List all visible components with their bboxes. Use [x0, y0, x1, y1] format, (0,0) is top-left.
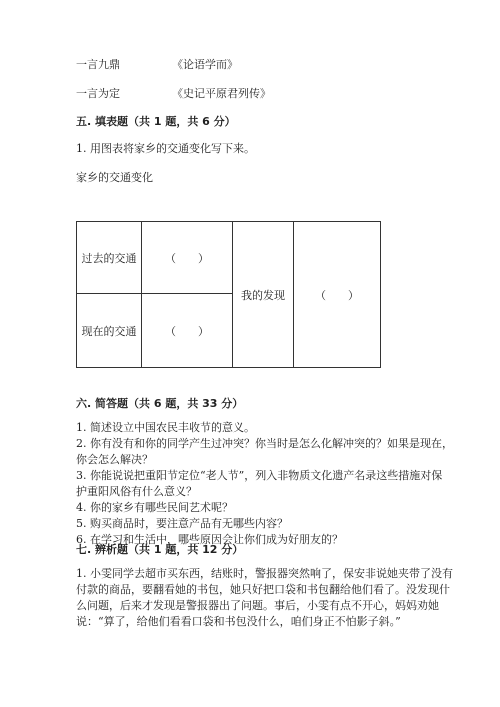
- section-6-questions: [76, 420, 453, 548]
- section-6-line: 你会怎么解决？: [76, 453, 153, 466]
- section-5-question: 1. 用图表将家乡的交通变化写下来。: [76, 142, 255, 155]
- idiom-phrase-1: 一言九鼎: [76, 58, 120, 71]
- section-7-line: 付款的商品，要翻看她的书包，她只好把口袋和书包翻给他们看了。没发现什: [76, 583, 450, 596]
- section-6-line: 2. 你有没有和你的同学产生过冲突？你当时是怎么化解冲突的？如果是现在，: [76, 437, 453, 450]
- table-title: 家乡的交通变化: [76, 171, 153, 184]
- section-7-question: [76, 566, 453, 630]
- section-7-heading: 七. 辨析题（共 1 题，共 12 分）: [76, 543, 244, 556]
- section-7-line: 么问题，后来才发现是警报器出了问题。事后，小雯有点不开心，妈妈劝她: [76, 599, 439, 612]
- section-6-line: 护重阳风俗有什么意义？: [76, 485, 197, 498]
- idiom-source-2: 《史记平原君列传》: [172, 87, 271, 100]
- finding-blank[interactable]: （ ）: [293, 221, 381, 368]
- section-6-line: 6. 在学习和生活中，哪些原因会让你们成为好朋友的？: [76, 533, 343, 546]
- section-5-heading: 五. 填表题（共 1 题，共 6 分）: [76, 115, 236, 128]
- section-6-line: 1. 简述设立中国农民丰收节的意义。: [76, 421, 255, 434]
- idiom-source-1: 《论语学而》: [172, 58, 238, 71]
- section-6-heading: 六. 简答题（共 6 题，共 33 分）: [76, 397, 244, 410]
- section-7-line: 说：“算了，给他们看看口袋和书包没什么，咱们身正不怕影子斜。”: [76, 615, 401, 628]
- past-transport-label: 过去的交通: [76, 221, 142, 294]
- now-transport-label: 现在的交通: [76, 293, 142, 368]
- section-7-line: 1. 小雯同学去超市买东西，结账时，警报器突然响了，保安非说她夹带了没有: [76, 567, 453, 580]
- section-6-line: 3. 你能说说把重阳节定位“老人节”，列入非物质文化遗产名录这些措施对保: [76, 469, 443, 482]
- finding-label: 我的发现: [232, 221, 294, 368]
- section-6-line: 5. 购买商品时，要注意产品有无哪些内容？: [76, 517, 288, 530]
- section-6-line: 4. 你的家乡有哪些民间艺术呢？: [76, 501, 233, 514]
- idiom-phrase-2: 一言为定: [76, 87, 120, 100]
- now-transport-blank[interactable]: （ ）: [141, 293, 233, 368]
- past-transport-blank[interactable]: （ ）: [141, 221, 233, 294]
